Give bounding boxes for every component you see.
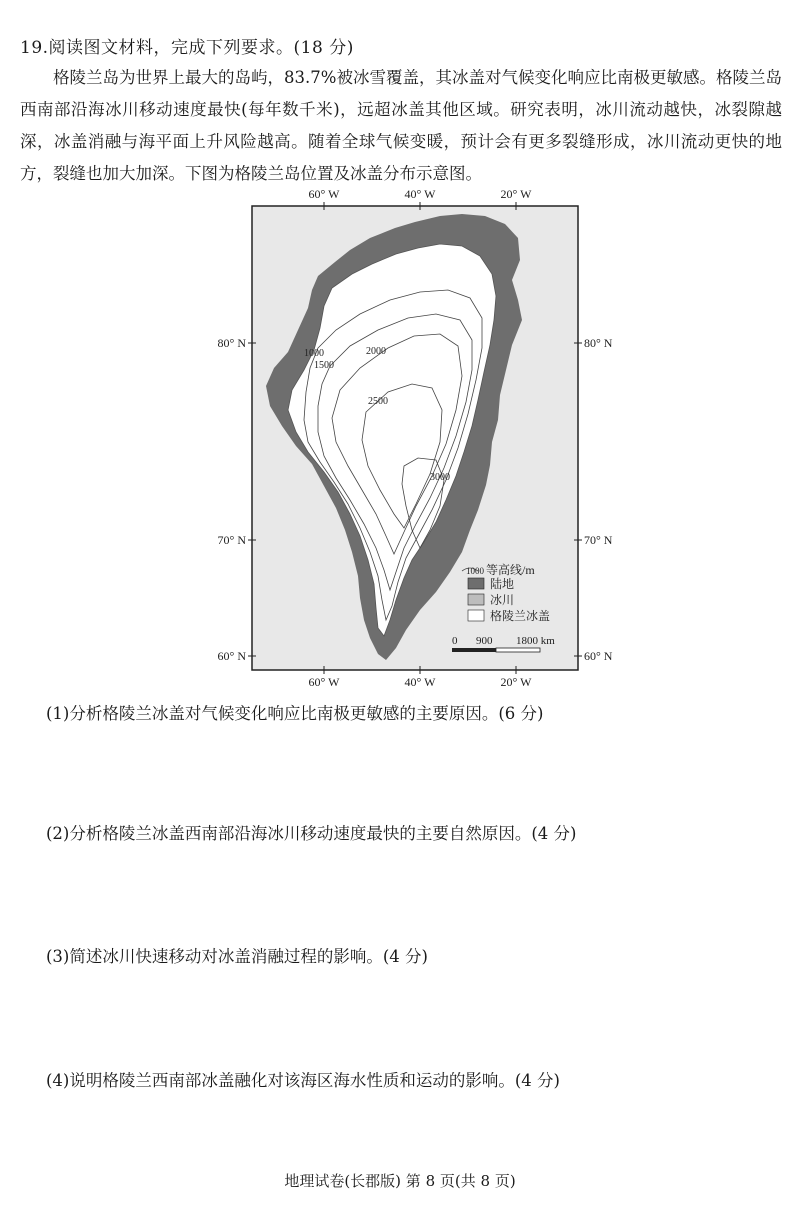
map-figure xyxy=(200,180,640,690)
lon-bottom-20w: 20° W xyxy=(500,675,532,689)
legend-glacier-label: 冰川 xyxy=(490,593,515,607)
contour-label-2000: 2000 xyxy=(366,346,386,357)
lat-right-60n: 60° N xyxy=(584,649,613,663)
contour-label-2500: 2500 xyxy=(368,396,388,407)
subquestion-3: (3)简述冰川快速移动对冰盖消融过程的影响。(4 分) xyxy=(46,947,428,966)
contour-label-1500: 1500 xyxy=(314,360,334,371)
material-paragraph xyxy=(20,62,782,190)
lat-left-70n: 70° N xyxy=(217,533,246,547)
lat-left-60n: 60° N xyxy=(217,649,246,663)
scale-tick-900: 900 xyxy=(476,635,493,647)
scale-tick-0: 0 xyxy=(452,635,458,647)
legend-contour-label: 等高线/m xyxy=(486,563,535,577)
lat-right-70n: 70° N xyxy=(584,533,613,547)
lat-right-80n: 80° N xyxy=(584,336,613,350)
contour-label-3000: 3000 xyxy=(430,472,450,483)
lat-left-80n: 80° N xyxy=(217,336,246,350)
contour-label-1000: 1000 xyxy=(304,348,324,359)
lon-bottom-40w: 40° W xyxy=(404,675,436,689)
material-text: 格陵兰岛为世界上最大的岛屿，83.7%被冰雪覆盖，其冰盖对气候变化响应比南极更敏感。格陵兰岛西南部沿海冰川移动速度最快(每年数千米)，远超冰盖其他区域。研究表明，冰川流动越快，冰裂隙越深，冰盖消融与海平面上升风险越高。随着全球气候变暖，预计会有更多裂缝形成，冰川流动更快的地方，裂缝也加大加深。下图为格陵兰岛位置及冰盖分布示意图。 xyxy=(20,68,782,183)
subquestion-4: (4)说明格陵兰西南部冰盖融化对该海区海水性质和运动的影响。(4 分) xyxy=(46,1071,560,1090)
scale-tick-1800: 1800 km xyxy=(516,635,555,647)
subquestion-1: (1)分析格陵兰冰盖对气候变化响应比南极更敏感的主要原因。(6 分) xyxy=(46,704,544,723)
lon-top-60w: 60° W xyxy=(308,187,340,201)
subquestion-2: (2)分析格陵兰冰盖西南部沿海冰川移动速度最快的主要自然原因。(4 分) xyxy=(46,824,577,843)
legend-contour-sample: 1000 xyxy=(466,566,484,576)
legend-icesheet-label: 格陵兰冰盖 xyxy=(490,609,551,623)
question-header: 19.阅读图文材料，完成下列要求。(18 分) xyxy=(20,38,354,58)
legend-land-swatch xyxy=(468,578,484,589)
lon-top-20w: 20° W xyxy=(500,187,532,201)
greenland-map xyxy=(200,180,640,690)
legend-land-label: 陆地 xyxy=(490,577,515,591)
lon-top-40w: 40° W xyxy=(404,187,436,201)
legend-icesheet-swatch xyxy=(468,610,484,621)
page-footer: 地理试卷(长郡版) 第 8 页(共 8 页) xyxy=(284,1172,516,1190)
lon-bottom-60w: 60° W xyxy=(308,675,340,689)
legend-glacier-swatch xyxy=(468,594,484,605)
